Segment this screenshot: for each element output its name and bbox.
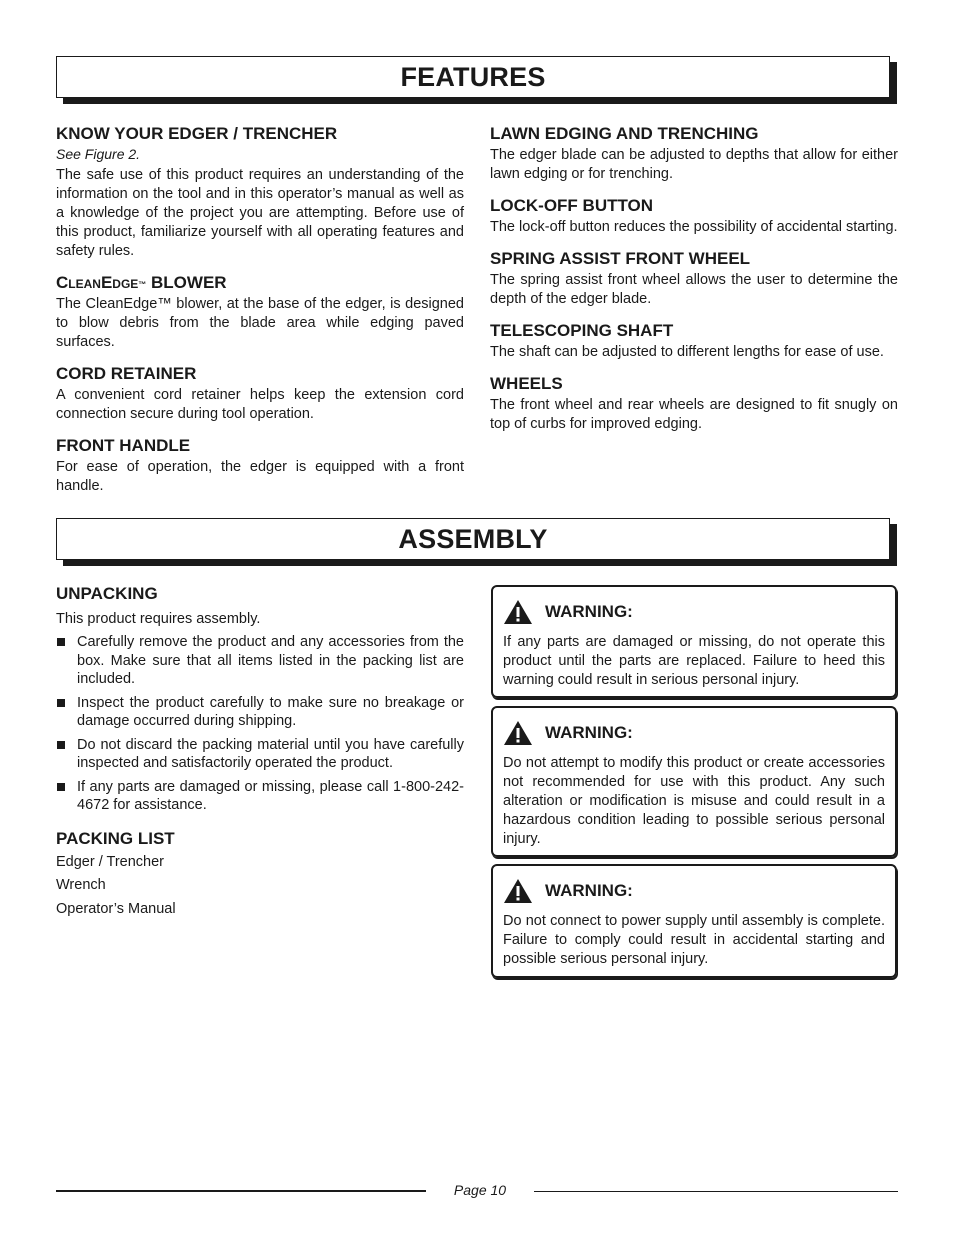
unpacking-list (56, 633, 464, 815)
section-body: The edger blade can be adjusted to depths that allow for either lawn edging or for trenching. (490, 147, 898, 182)
section-cleanedge-blower (56, 273, 464, 352)
section-telescoping-shaft (490, 321, 898, 362)
section-front-handle (56, 436, 464, 496)
warning-header (503, 720, 885, 746)
page-number: Page 10 (453, 1182, 507, 1198)
section-body: The safe use of this product requires an understanding of the information on the tool and in this operator’s manual as well as a knowledge of the project you are attempting. Before use of this product, familiarize yourself with all operating features and safety rules. (56, 167, 464, 259)
list-item: If any parts are damaged or missing, please call 1-800-242-4672 for assistance. (56, 778, 464, 815)
features-right-column (490, 124, 898, 446)
features-title: FEATURES (400, 61, 546, 92)
warning-triangle-icon (503, 878, 533, 904)
square-bullet-icon (57, 783, 65, 791)
footer-rule-right (534, 1191, 898, 1192)
warning-text: Do not connect to power supply until assembly is complete. Failure to comply could result in accidental starting and possible serious personal injury. (503, 913, 885, 967)
section-spring-assist (490, 249, 898, 309)
section-heading: KNOW YOUR EDGER / TRENCHER (56, 124, 338, 143)
figure-reference: See Figure 2. (56, 146, 141, 162)
list-item: Do not discard the packing material until you have carefully inspected and satisfactorily operated the product. (56, 736, 464, 773)
warning-label: WARNING: (545, 881, 633, 900)
heading-suffix: BLOWER (146, 273, 227, 292)
warning-header (503, 599, 885, 625)
section-heading: UNPACKING (56, 584, 158, 603)
assembly-title: ASSEMBLY (398, 523, 548, 554)
square-bullet-icon (57, 638, 65, 646)
section-heading: FRONT HANDLE (56, 436, 191, 455)
features-banner (56, 56, 890, 98)
section-know-your-edger (56, 124, 464, 261)
unpacking-intro: This product requires assembly. (56, 611, 261, 627)
section-body: For ease of operation, the edger is equipped with a front handle. (56, 459, 464, 494)
warning-box (491, 864, 897, 978)
section-wheels (490, 374, 898, 434)
section-cord-retainer (56, 364, 464, 424)
section-heading: LOCK-OFF BUTTON (490, 196, 654, 215)
square-bullet-icon (57, 699, 65, 707)
square-bullet-icon (57, 741, 65, 749)
section-heading: SPRING ASSIST FRONT WHEEL (490, 249, 751, 268)
section-body: The shaft can be adjusted to different lengths for ease of use. (490, 344, 884, 360)
section-lawn-edging (490, 124, 898, 184)
features-left-column (56, 124, 464, 508)
section-heading: CORD RETAINER (56, 364, 197, 383)
list-item: Edger / Trencher (56, 853, 164, 870)
section-heading: WHEELS (490, 374, 563, 393)
list-item: Carefully remove the product and any accessories from the box. Make sure that all items listed in the packing list are included. (56, 633, 464, 689)
section-body: The spring assist front wheel allows the user to determine the depth of the edger blade. (490, 272, 898, 307)
list-item: Wrench (56, 877, 106, 893)
heading-brand: CleanEdge (56, 273, 139, 292)
warning-header (503, 878, 885, 904)
assembly-left-column (56, 584, 464, 933)
warning-text: If any parts are damaged or missing, do not operate this product until the parts are replaced. Failure to heed this warning could result in serious personal injury. (503, 634, 885, 688)
section-lock-off-button (490, 196, 898, 237)
warning-label: WARNING: (545, 602, 633, 621)
section-heading: LAWN EDGING AND TRENCHING (490, 124, 759, 143)
section-packing-list (56, 829, 464, 922)
trademark-symbol: ™ (138, 280, 147, 289)
warning-label: WARNING: (545, 723, 633, 742)
footer-rule-left (56, 1190, 426, 1192)
section-heading: PACKING LIST (56, 828, 175, 848)
section-heading: TELESCOPING SHAFT (490, 321, 674, 340)
section-unpacking (56, 584, 464, 815)
packing-list-items (56, 851, 464, 922)
section-body: The front wheel and rear wheels are designed to fit snugly on top of curbs for improved edging. (490, 397, 898, 432)
assembly-banner (56, 518, 890, 560)
warning-triangle-icon (503, 720, 533, 746)
section-heading (56, 273, 464, 293)
list-item: Operator’s Manual (56, 900, 176, 917)
section-body: The CleanEdge™ blower, at the base of the edger, is designed to blow debris from the blade area while edging paved surfaces. (56, 296, 464, 350)
warning-box (491, 706, 897, 857)
section-body: A convenient cord retainer helps keep the extension cord connection secure during tool operation. (56, 387, 464, 422)
section-body: The lock-off button reduces the possibility of accidental starting. (490, 219, 898, 235)
list-item: Inspect the product carefully to make sure no breakage or damage occurred during shipping. (56, 694, 464, 731)
warning-text: Do not attempt to modify this product or create accessories not recommended for use with this product. Any such alteration or modification is misuse and could result in a hazardous condition leading to possible serious personal injury. (503, 755, 885, 847)
warning-triangle-icon (503, 599, 533, 625)
warning-box (491, 585, 897, 698)
